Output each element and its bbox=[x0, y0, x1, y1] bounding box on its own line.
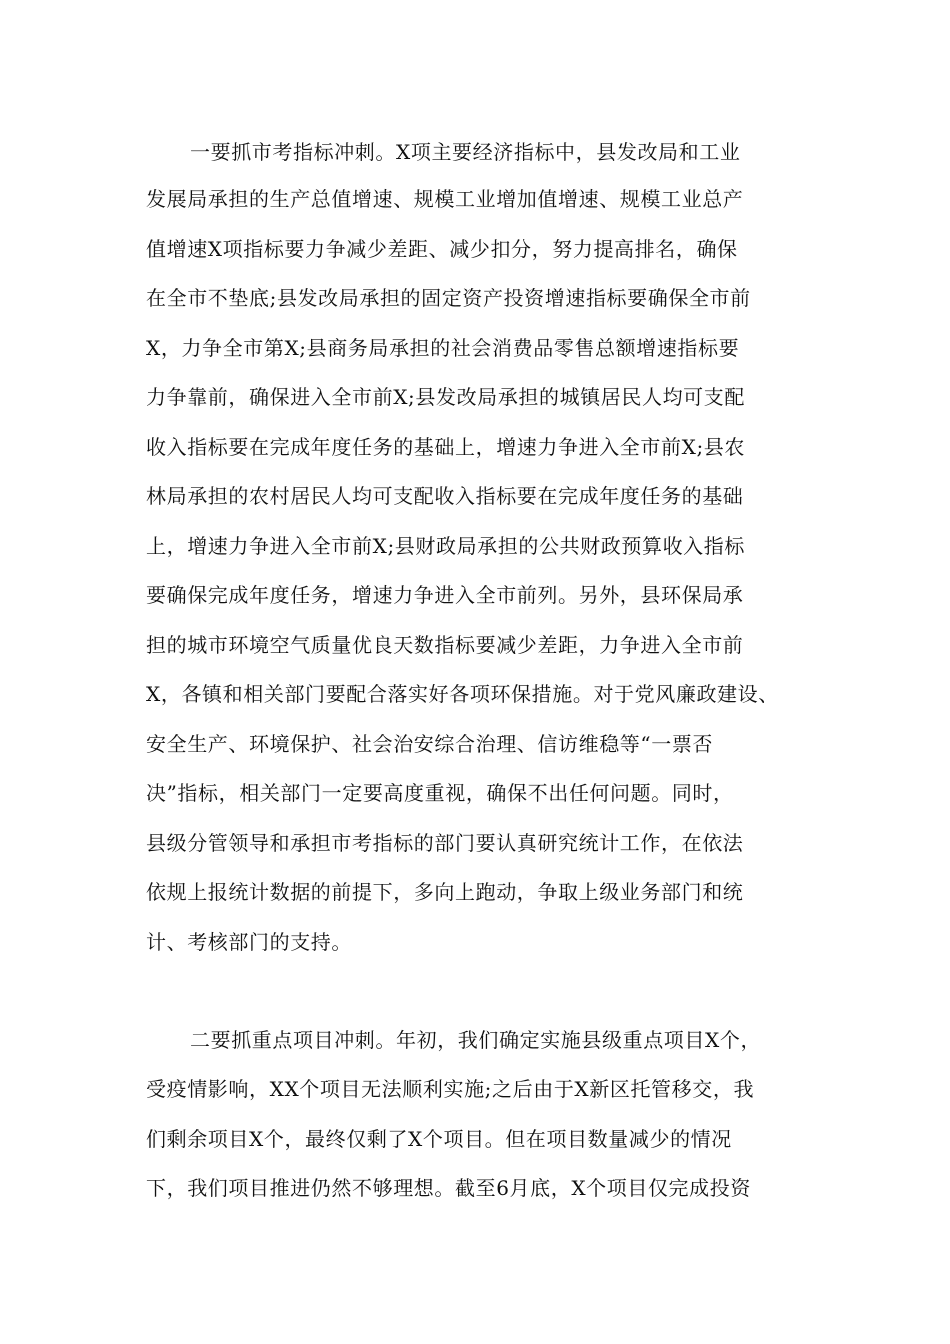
text-line: 担的城市环境空气质量优良天数指标要减少差距，力争进入全市前 bbox=[146, 633, 744, 657]
text-line: 二要抓重点项目冲刺。年初，我们确定实施县级重点项目X个， bbox=[190, 1028, 762, 1052]
text-line: 决”指标，相关部门一定要高度重视，确保不出任何问题。同时， bbox=[146, 781, 734, 805]
text-line: 力争靠前，确保进入全市前X;县发改局承担的城镇居民人均可支配 bbox=[146, 385, 745, 409]
text-line: 值增速X项指标要力争减少差距、减少扣分，努力提高排名，确保 bbox=[146, 237, 738, 261]
text-line: 在全市不垫底;县发改局承担的固定资产投资增速指标要确保全市前 bbox=[146, 286, 751, 310]
text-line: 收入指标要在完成年度任务的基础上，增速力争进入全市前X;县农 bbox=[146, 435, 745, 459]
text-line: 一要抓市考指标冲刺。X项主要经济指标中，县发改局和工业 bbox=[190, 140, 741, 164]
text-line: 依规上报统计数据的前提下，多向上跑动，争取上级业务部门和统 bbox=[146, 880, 744, 904]
text-line: 上，增速力争进入全市前X;县财政局承担的公共财政预算收入指标 bbox=[146, 534, 745, 558]
text-line: 受疫情影响，XX个项目无法顺利实施;之后由于X新区托管移交，我 bbox=[146, 1077, 755, 1101]
text-line: 计、考核部门的支持。 bbox=[146, 930, 352, 954]
text-line: X，各镇和相关部门要配合落实好各项环保措施。对于党风廉政建设、 bbox=[146, 682, 779, 706]
text-line: 林局承担的农村居民人均可支配收入指标要在完成年度任务的基础 bbox=[146, 484, 744, 508]
text-line: X，力争全市第X;县商务局承担的社会消费品零售总额增速指标要 bbox=[146, 336, 740, 360]
text-line: 们剩余项目X个，最终仅剩了X个项目。但在项目数量减少的情况 bbox=[146, 1127, 732, 1151]
text-line: 下，我们项目推进仍然不够理想。截至6月底，X个项目仅完成投资 bbox=[146, 1176, 751, 1200]
text-line: 发展局承担的生产总值增速、规模工业增加值增速、规模工业总产 bbox=[146, 187, 744, 211]
text-line: 安全生产、环境保护、社会治安综合治理、信访维稳等“一票否 bbox=[146, 732, 714, 756]
text-line: 县级分管领导和承担市考指标的部门要认真研究统计工作，在依法 bbox=[146, 831, 744, 855]
text-line: 要确保完成年度任务，增速力争进入全市前列。另外，县环保局承 bbox=[146, 583, 744, 607]
